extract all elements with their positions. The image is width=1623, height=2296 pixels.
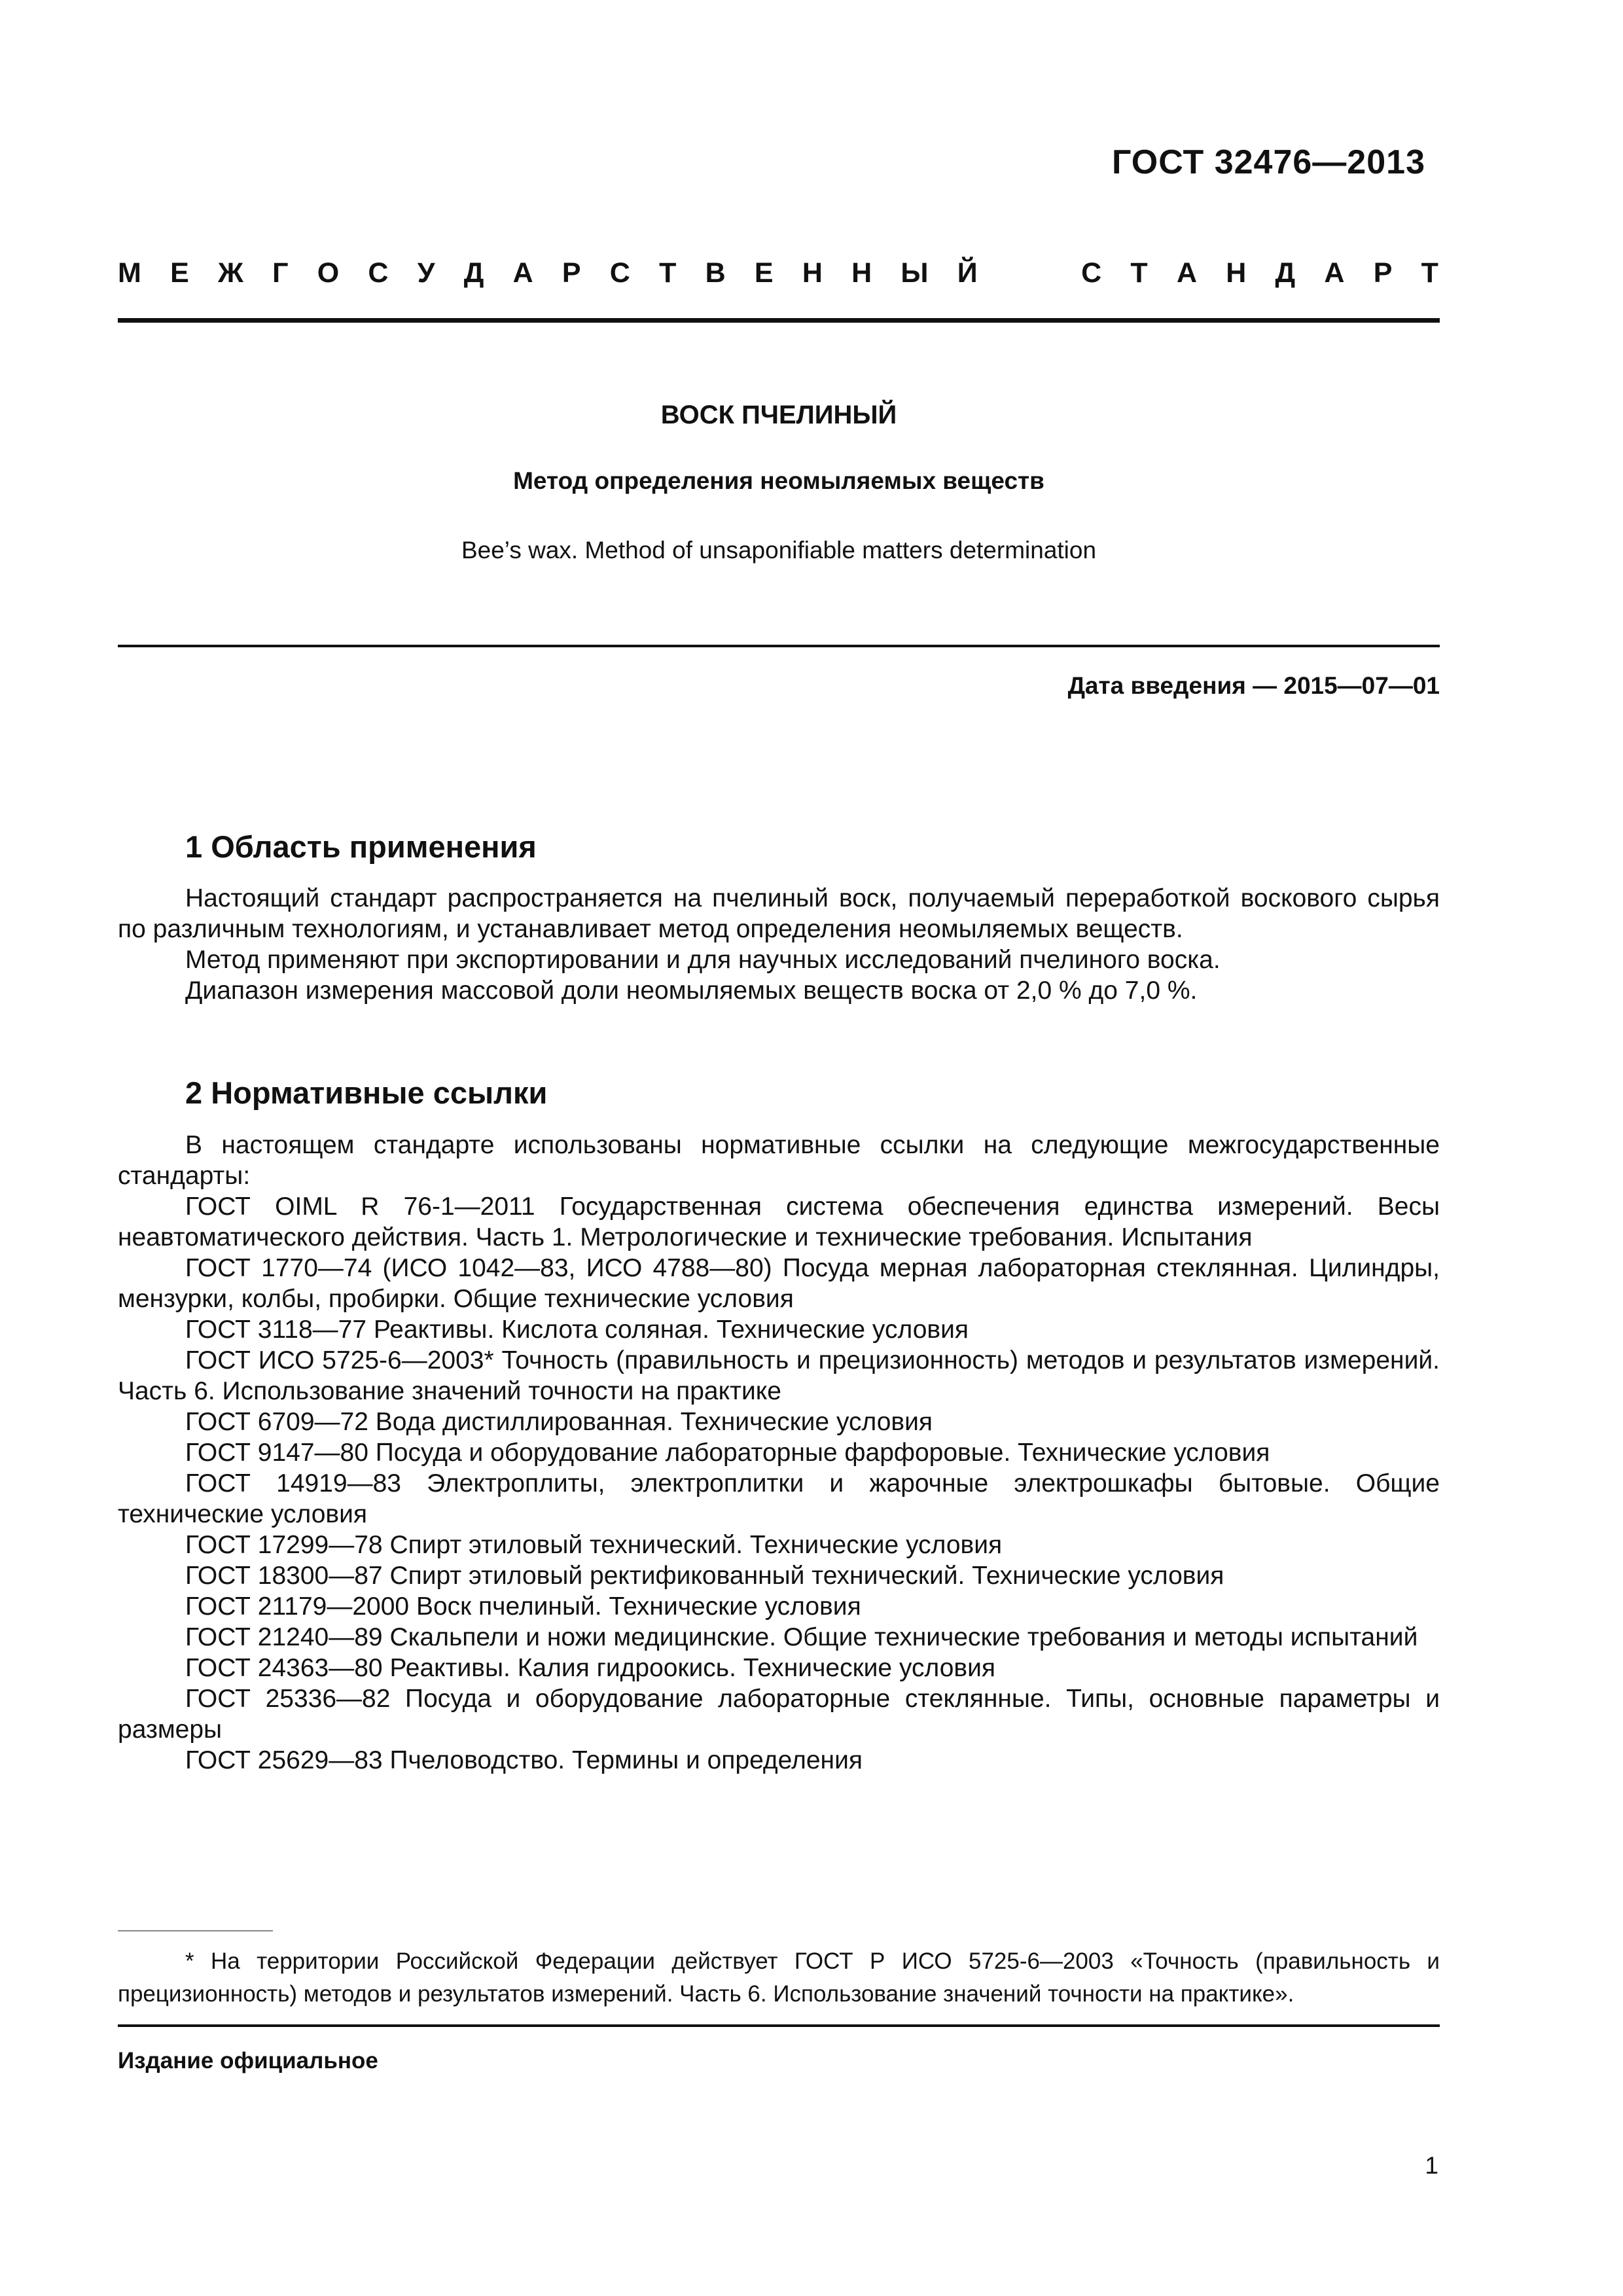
section-2-body (118, 1130, 1440, 1776)
reference-item: ГОСТ 6709—72 Вода дистиллированная. Технические условия (185, 1408, 933, 1436)
document-subtitle: Метод определения неомыляемых веществ (513, 467, 1044, 494)
paragraph: Метод применяют при экспортировании и для научных исследований пчелиного воска. (185, 946, 1221, 974)
standard-type-letter: Р (562, 257, 581, 289)
document-title: ВОСК ПЧЕЛИНЫЙ (660, 401, 897, 429)
word-gap (1007, 257, 1052, 289)
standard-type-label (118, 257, 1438, 289)
introduction-date: Дата введения — 2015—07—01 (1067, 672, 1440, 699)
standard-type-letter: Д (1275, 257, 1296, 289)
footer-rule (118, 2024, 1440, 2027)
standard-type-letter: В (705, 257, 726, 289)
standard-type-letter: Ы (901, 257, 929, 289)
reference-item: ГОСТ OIML R 76-1—2011 Государственная система обеспечения единства измерений. Весы неавтоматического действия. Часть 1. Метрологические и технические требования. Испытания (118, 1193, 1440, 1251)
standard-type-letter: М (118, 257, 141, 289)
standard-type-letter: С (609, 257, 630, 289)
standard-type-letter: Н (1226, 257, 1247, 289)
paragraph: Настоящий стандарт распространяется на пчелиный воск, получаемый переработкой воскового сырья по различным технологиям, и устанавливает метод определения неомыляемых веществ. (118, 884, 1440, 943)
reference-item: ГОСТ 25336—82 Посуда и оборудование лабораторные стеклянные. Типы, основные параметры и размеры (118, 1685, 1440, 1744)
paragraph: Диапазон измерения массовой доли неомыляемых веществ воска от 2,0 % до 7,0 %. (185, 977, 1198, 1005)
standard-type-letter: Й (957, 257, 978, 289)
reference-item: ГОСТ 14919—83 Электроплиты, электроплитки и жарочные электрошкафы бытовые. Общие технические условия (118, 1469, 1440, 1528)
standard-type-letter: Е (754, 257, 774, 289)
standard-type-letter: С (368, 257, 389, 289)
footnote: * На территории Российской Федерации действует ГОСТ Р ИСО 5725-6—2003 «Точность (правильность и прецизионность) методов и результатов измерений. Часть 6. Использование значений точности на практике». (118, 1948, 1440, 2007)
reference-item: ГОСТ 21240—89 Скальпели и ножи медицинские. Общие технические требования и методы испытаний (185, 1623, 1418, 1651)
header-rule (118, 318, 1440, 323)
standard-type-letter: Е (170, 257, 189, 289)
standard-type-letter: Г (272, 257, 289, 289)
reference-item: ГОСТ ИСО 5725-6—2003* Точность (правильность и прецизионность) методов и результатов измерений. Часть 6. Использование значений точности на практике (118, 1346, 1440, 1405)
reference-item: ГОСТ 17299—78 Спирт этиловый технический. Технические условия (185, 1531, 1003, 1559)
standard-type-letter: А (1176, 257, 1197, 289)
footnote-separator (118, 1930, 273, 1931)
standard-type-letter: Ж (217, 257, 243, 289)
reference-item: ГОСТ 21179—2000 Воск пчелиный. Технические условия (185, 1592, 861, 1621)
standard-type-letter: Н (802, 257, 823, 289)
gost-code: ГОСТ 32476—2013 (1112, 143, 1425, 181)
paragraph: В настоящем стандарте использованы нормативные ссылки на следующие межгосударственные стандарты: (118, 1131, 1440, 1190)
section-2-heading: 2 Нормативные ссылки (185, 1075, 548, 1110)
document-english-title: Bee’s wax. Method of unsaponifiable matters determination (461, 537, 1097, 564)
standard-type-letter: Д (463, 257, 484, 289)
reference-item: ГОСТ 18300—87 Спирт этиловый ректификованный технический. Технические условия (185, 1562, 1224, 1590)
standard-type-letter: Т (1130, 257, 1148, 289)
section-1-body (118, 883, 1440, 1006)
reference-item: ГОСТ 3118—77 Реактивы. Кислота соляная. Технические условия (185, 1316, 969, 1344)
reference-item: ГОСТ 24363—80 Реактивы. Калия гидроокись. Технические условия (185, 1654, 996, 1682)
standard-type-letter: Н (851, 257, 872, 289)
reference-item: ГОСТ 1770—74 (ИСО 1042—83, ИСО 4788—80) Посуда мерная лабораторная стеклянная. Цилиндры, мензурки, колбы, пробирки. Общие технические условия (118, 1254, 1440, 1313)
section-1-heading: 1 Область применения (185, 829, 537, 864)
standard-type-letter: Т (659, 257, 677, 289)
standard-type-letter: С (1081, 257, 1102, 289)
standard-type-letter: Р (1373, 257, 1393, 289)
reference-item: ГОСТ 9147—80 Посуда и оборудование лабораторные фарфоровые. Технические условия (185, 1439, 1270, 1467)
reference-item: ГОСТ 25629—83 Пчеловодство. Термины и определения (185, 1746, 863, 1774)
standard-type-letter: А (512, 257, 533, 289)
standard-type-letter: Т (1421, 257, 1438, 289)
standard-type-letter: О (317, 257, 340, 289)
standard-type-letter: У (417, 257, 435, 289)
title-rule (118, 645, 1440, 647)
standard-type-letter: А (1324, 257, 1345, 289)
page-number: 1 (1425, 2152, 1438, 2179)
edition-label: Издание официальное (118, 2048, 378, 2073)
